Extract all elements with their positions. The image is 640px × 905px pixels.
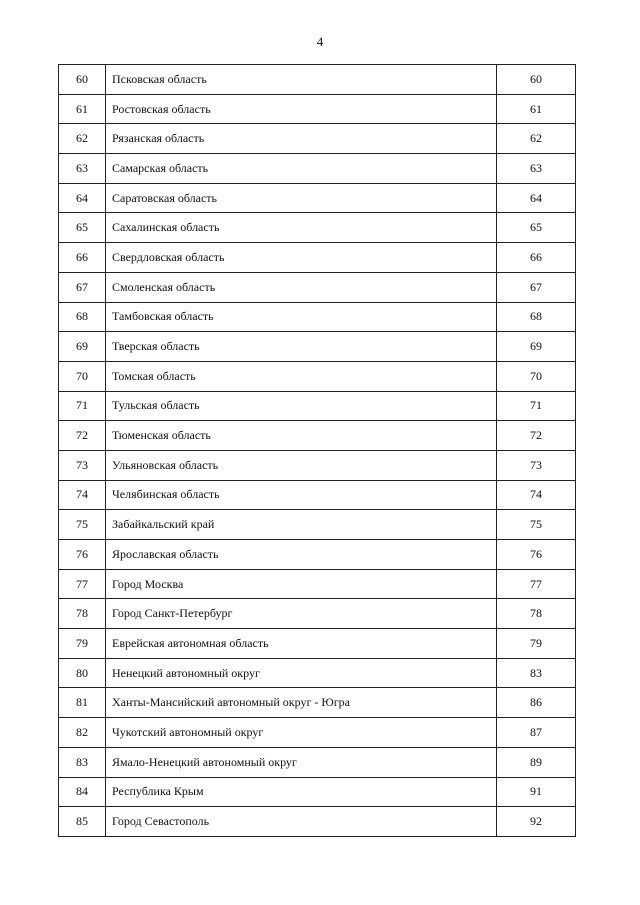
table-row	[59, 243, 576, 273]
region-code-cell: 79	[497, 629, 576, 659]
region-name-cell: Еврейская автономная область	[106, 629, 497, 659]
table-row	[59, 569, 576, 599]
region-code-cell: 66	[497, 243, 576, 273]
region-code-cell: 60	[497, 65, 576, 95]
regions-table-body	[59, 65, 576, 837]
table-row	[59, 688, 576, 718]
region-name-cell: Город Севастополь	[106, 807, 497, 837]
region-code-cell: 65	[497, 213, 576, 243]
region-code-cell: 87	[497, 718, 576, 748]
row-number-cell: 77	[59, 569, 106, 599]
region-name-cell: Псковская область	[106, 65, 497, 95]
region-code-cell: 69	[497, 332, 576, 362]
table-row	[59, 183, 576, 213]
region-code-cell: 61	[497, 94, 576, 124]
region-name-cell: Ямало-Ненецкий автономный округ	[106, 747, 497, 777]
table-row	[59, 302, 576, 332]
region-code-cell: 77	[497, 569, 576, 599]
row-number-cell: 84	[59, 777, 106, 807]
table-row	[59, 540, 576, 570]
region-code-cell: 73	[497, 450, 576, 480]
region-name-cell: Город Санкт-Петербург	[106, 599, 497, 629]
region-name-cell: Забайкальский край	[106, 510, 497, 540]
table-row	[59, 658, 576, 688]
table-row	[59, 747, 576, 777]
row-number-cell: 60	[59, 65, 106, 95]
region-name-cell: Тверская область	[106, 332, 497, 362]
row-number-cell: 83	[59, 747, 106, 777]
region-name-cell: Город Москва	[106, 569, 497, 599]
region-code-cell: 63	[497, 154, 576, 184]
table-row	[59, 629, 576, 659]
region-name-cell: Свердловская область	[106, 243, 497, 273]
region-code-cell: 78	[497, 599, 576, 629]
row-number-cell: 61	[59, 94, 106, 124]
region-name-cell: Тюменская область	[106, 421, 497, 451]
page-number: 4	[316, 34, 324, 49]
region-name-cell: Челябинская область	[106, 480, 497, 510]
region-name-cell: Чукотский автономный округ	[106, 718, 497, 748]
region-name-cell: Сахалинская область	[106, 213, 497, 243]
region-code-cell: 74	[497, 480, 576, 510]
region-code-cell: 76	[497, 540, 576, 570]
table-row	[59, 124, 576, 154]
row-number-cell: 78	[59, 599, 106, 629]
table-row	[59, 94, 576, 124]
region-name-cell: Ростовская область	[106, 94, 497, 124]
region-name-cell: Саратовская область	[106, 183, 497, 213]
region-code-cell: 72	[497, 421, 576, 451]
region-code-cell: 62	[497, 124, 576, 154]
region-code-cell: 64	[497, 183, 576, 213]
region-name-cell: Ханты-Мансийский автономный округ - Югра	[106, 688, 497, 718]
row-number-cell: 74	[59, 480, 106, 510]
table-row	[59, 480, 576, 510]
region-name-cell: Тамбовская область	[106, 302, 497, 332]
region-name-cell: Тульская область	[106, 391, 497, 421]
region-name-cell: Рязанская область	[106, 124, 497, 154]
row-number-cell: 67	[59, 272, 106, 302]
region-name-cell: Ненецкий автономный округ	[106, 658, 497, 688]
row-number-cell: 81	[59, 688, 106, 718]
table-row	[59, 599, 576, 629]
row-number-cell: 76	[59, 540, 106, 570]
region-code-cell: 75	[497, 510, 576, 540]
table-row	[59, 391, 576, 421]
table-row	[59, 718, 576, 748]
row-number-cell: 68	[59, 302, 106, 332]
row-number-cell: 65	[59, 213, 106, 243]
region-name-cell: Ярославская область	[106, 540, 497, 570]
row-number-cell: 71	[59, 391, 106, 421]
region-name-cell: Томская область	[106, 361, 497, 391]
row-number-cell: 85	[59, 807, 106, 837]
region-code-cell: 89	[497, 747, 576, 777]
row-number-cell: 75	[59, 510, 106, 540]
table-row	[59, 807, 576, 837]
region-name-cell: Республика Крым	[106, 777, 497, 807]
region-code-cell: 91	[497, 777, 576, 807]
region-code-cell: 68	[497, 302, 576, 332]
table-row	[59, 421, 576, 451]
region-code-cell: 86	[497, 688, 576, 718]
region-name-cell: Ульяновская область	[106, 450, 497, 480]
row-number-cell: 79	[59, 629, 106, 659]
region-code-cell: 71	[497, 391, 576, 421]
table-row	[59, 272, 576, 302]
row-number-cell: 63	[59, 154, 106, 184]
region-code-cell: 70	[497, 361, 576, 391]
region-name-cell: Смоленская область	[106, 272, 497, 302]
table-row	[59, 777, 576, 807]
row-number-cell: 64	[59, 183, 106, 213]
row-number-cell: 73	[59, 450, 106, 480]
table-row	[59, 450, 576, 480]
region-code-cell: 83	[497, 658, 576, 688]
row-number-cell: 82	[59, 718, 106, 748]
table-row	[59, 154, 576, 184]
region-code-cell: 92	[497, 807, 576, 837]
region-code-cell: 67	[497, 272, 576, 302]
row-number-cell: 80	[59, 658, 106, 688]
table-row	[59, 332, 576, 362]
row-number-cell: 69	[59, 332, 106, 362]
table-row	[59, 65, 576, 95]
row-number-cell: 72	[59, 421, 106, 451]
table-row	[59, 213, 576, 243]
table-row	[59, 361, 576, 391]
region-name-cell: Самарская область	[106, 154, 497, 184]
table-row	[59, 510, 576, 540]
row-number-cell: 70	[59, 361, 106, 391]
row-number-cell: 62	[59, 124, 106, 154]
row-number-cell: 66	[59, 243, 106, 273]
regions-table	[58, 64, 576, 837]
